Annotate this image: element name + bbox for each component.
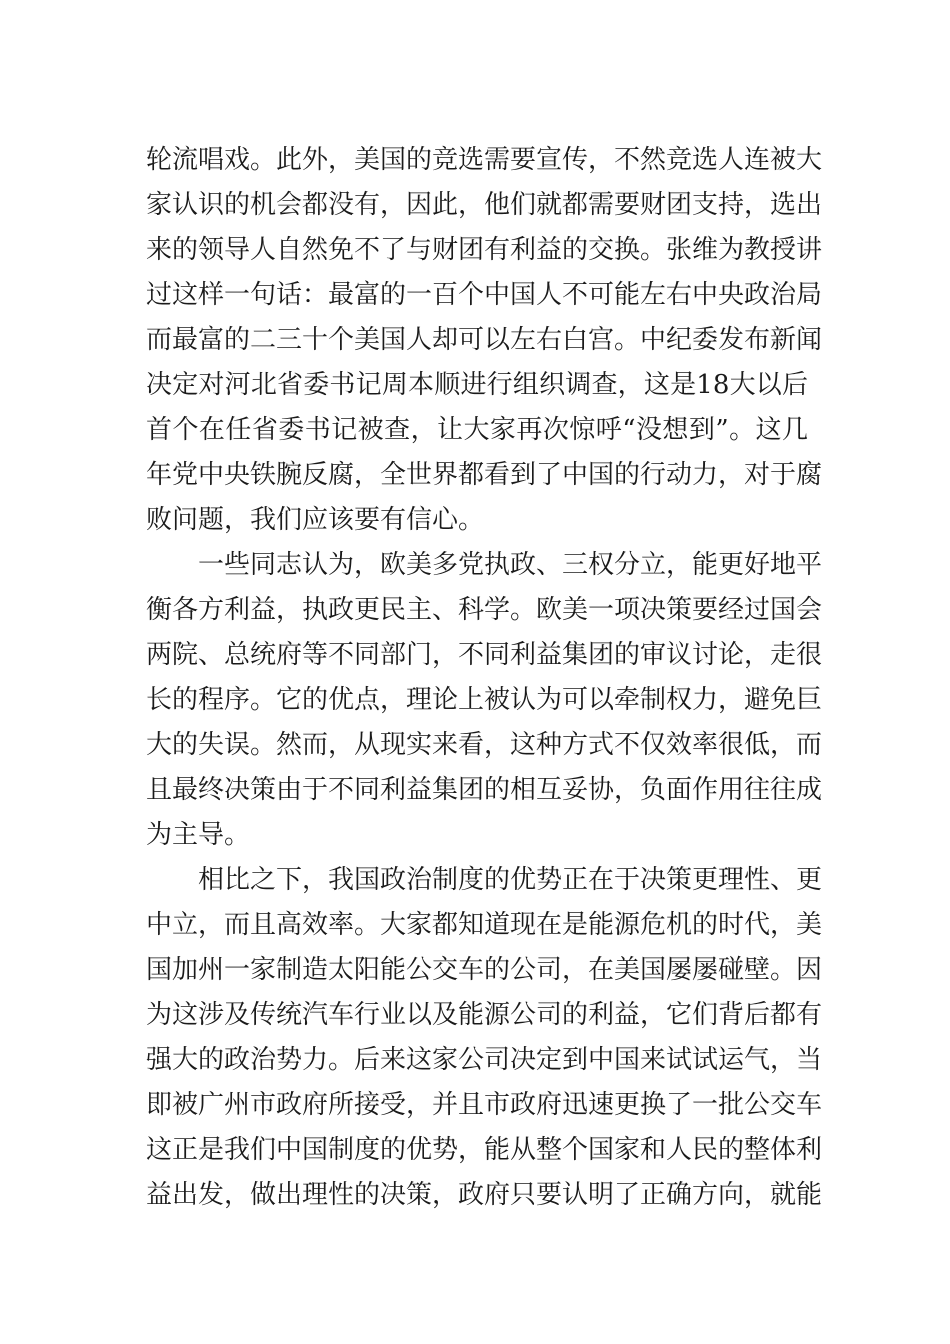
paragraph-2 bbox=[146, 548, 823, 863]
paragraph-1-line-1: 轮流唱戏。此外，美国的竞选需要宣传，不然竞选人连被大 bbox=[146, 145, 823, 175]
paragraph-1-line-8: 年党中央铁腕反腐，全世界都看到了中国的行动力，对于腐 bbox=[146, 460, 823, 490]
paragraph-1-line-7: 首个在任省委书记被查，让大家再次惊呼“没想到”。这几 bbox=[146, 415, 808, 445]
paragraph-2-line-1: 一些同志认为，欧美多党执政、三权分立，能更好地平 bbox=[198, 550, 823, 580]
paragraph-2-line-2: 衡各方利益，执政更民主、科学。欧美一项决策要经过国会 bbox=[146, 595, 823, 625]
document-page bbox=[146, 143, 823, 1223]
paragraph-1-line-4: 过这样一句话：最富的一百个中国人不可能左右中央政治局 bbox=[146, 280, 823, 310]
paragraph-3-line-2: 中立，而且高效率。大家都知道现在是能源危机的时代，美 bbox=[146, 910, 823, 940]
paragraph-3-line-1: 相比之下，我国政治制度的优势正在于决策更理性、更 bbox=[198, 865, 823, 895]
paragraph-3 bbox=[146, 863, 823, 1223]
paragraph-1-line-3: 来的领导人自然免不了与财团有利益的交换。张维为教授讲 bbox=[146, 235, 823, 265]
paragraph-3-line-5: 强大的政治势力。后来这家公司决定到中国来试试运气，当 bbox=[146, 1045, 823, 1075]
paragraph-2-line-3: 两院、总统府等不同部门，不同利益集团的审议讨论，走很 bbox=[146, 640, 823, 670]
paragraph-2-line-4: 长的程序。它的优点，理论上被认为可以牵制权力，避免巨 bbox=[146, 685, 823, 715]
paragraph-2-line-5: 大的失误。然而，从现实来看，这种方式不仅效率很低，而 bbox=[146, 730, 823, 760]
paragraph-1-line-5: 而最富的二三十个美国人却可以左右白宫。中纪委发布新闻 bbox=[146, 325, 823, 355]
paragraph-2-line-6: 且最终决策由于不同利益集团的相互妥协，负面作用往往成 bbox=[146, 775, 823, 805]
paragraph-3-line-3: 国加州一家制造太阳能公交车的公司，在美国屡屡碰壁。因 bbox=[146, 955, 823, 985]
paragraph-1-line-2: 家认识的机会都没有，因此，他们就都需要财团支持，选出 bbox=[146, 190, 823, 220]
paragraph-1-line-9: 败问题，我们应该要有信心。 bbox=[146, 505, 485, 535]
paragraph-2-line-7: 为主导。 bbox=[146, 820, 251, 850]
paragraph-1-line-6: 决定对河北省委书记周本顺进行组织调查，这是18大以后 bbox=[146, 370, 808, 400]
paragraph-1 bbox=[146, 143, 823, 548]
paragraph-3-line-8: 益出发，做出理性的决策，政府只要认明了正确方向，就能 bbox=[146, 1180, 823, 1210]
paragraph-3-line-4: 为这涉及传统汽车行业以及能源公司的利益，它们背后都有 bbox=[146, 1000, 823, 1030]
paragraph-3-line-6: 即被广州市政府所接受，并且市政府迅速更换了一批公交车 bbox=[146, 1090, 823, 1120]
paragraph-3-line-7: 这正是我们中国制度的优势，能从整个国家和人民的整体利 bbox=[146, 1135, 823, 1165]
